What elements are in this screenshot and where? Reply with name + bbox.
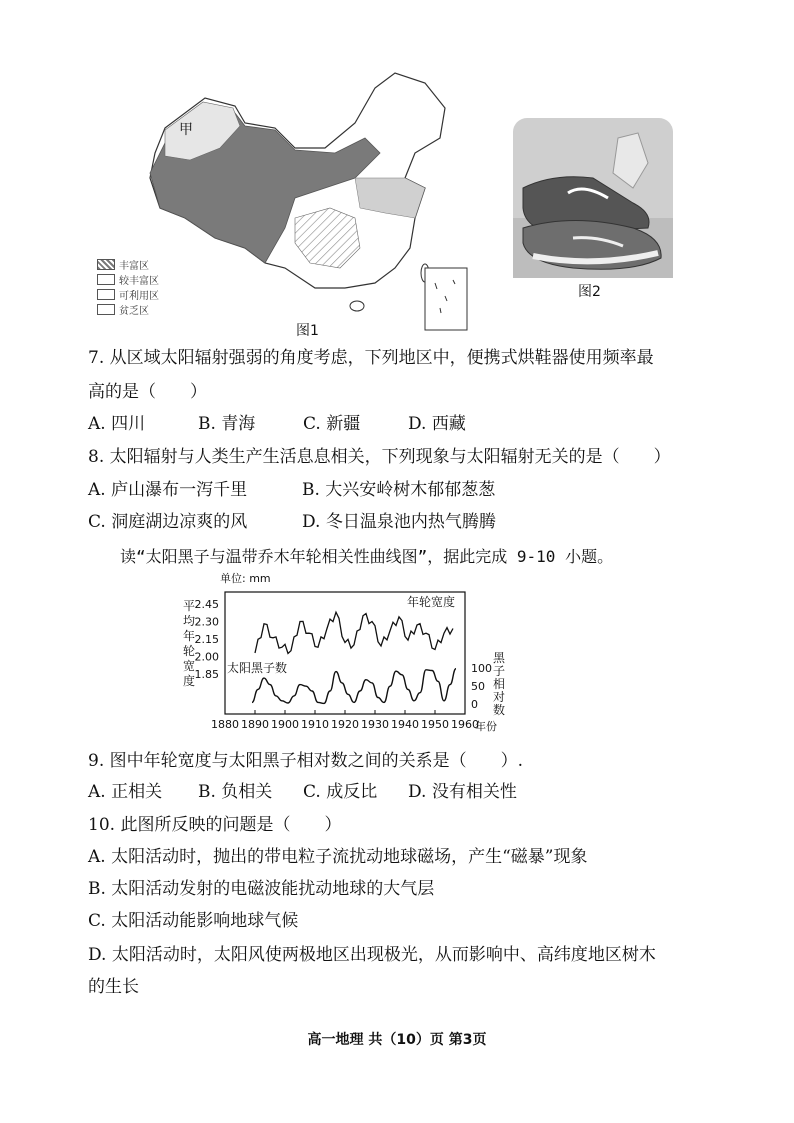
series-label-sunspot: 太阳黑子数 bbox=[227, 661, 288, 675]
q7-option-d[interactable]: D. 西藏 bbox=[408, 414, 466, 434]
q8-option-a[interactable]: A. 庐山瀑布一泻千里 bbox=[88, 480, 248, 500]
q9-option-c[interactable]: C. 成反比 bbox=[303, 782, 378, 802]
q8-option-b[interactable]: B. 大兴安岭树木郁郁葱葱 bbox=[302, 480, 496, 500]
right-axis-label-char: 对 bbox=[493, 690, 506, 704]
left-axis-label-char: 均 bbox=[183, 614, 196, 628]
left-tick-label: 2.45 bbox=[194, 598, 219, 611]
x-tick-label: 1940 bbox=[391, 718, 419, 731]
q7-option-a[interactable]: A. 四川 bbox=[88, 414, 146, 434]
figure2-caption: 图2 bbox=[578, 284, 601, 300]
q7-stem-line2: 高的是（ ） bbox=[88, 382, 207, 402]
q8-option-c[interactable]: C. 洞庭湖边凉爽的风 bbox=[88, 512, 248, 532]
q8-option-d[interactable]: D. 冬日温泉池内热气腾腾 bbox=[302, 512, 496, 532]
right-axis-label-char: 子 bbox=[493, 664, 506, 678]
q10-option-d-continued: 的生长 bbox=[88, 977, 139, 997]
legend-swatch bbox=[97, 304, 115, 315]
sunspot-tree-ring-chart bbox=[175, 570, 515, 735]
q10-option-a[interactable]: A. 太阳活动时，抛出的带电粒子流扰动地球磁场，产生“磁暴”现象 bbox=[88, 847, 588, 867]
left-axis-label-char: 年 bbox=[183, 629, 196, 643]
right-tick-label: 100 bbox=[471, 662, 492, 675]
x-tick-label: 1900 bbox=[271, 718, 299, 731]
left-tick-label: 1.85 bbox=[194, 668, 219, 681]
q10-option-d[interactable]: D. 太阳活动时，太阳风使两极地区出现极光，从而影响中、高纬度地区树木 bbox=[88, 945, 656, 965]
q7-option-c[interactable]: C. 新疆 bbox=[303, 414, 361, 434]
q7-stem-line1: 7. 从区域太阳辐射强弱的角度考虑，下列地区中，便携式烘鞋器使用频率最 bbox=[88, 348, 654, 368]
hainan-island bbox=[350, 301, 364, 311]
chart-plot-frame bbox=[225, 592, 465, 714]
right-axis-label-char: 黑 bbox=[493, 651, 506, 665]
q9-option-a[interactable]: A. 正相关 bbox=[88, 782, 163, 802]
x-axis-unit: 年份 bbox=[475, 720, 497, 733]
map-legend bbox=[97, 257, 159, 317]
series-label-tree-ring: 年轮宽度 bbox=[407, 595, 456, 609]
right-tick-label: 50 bbox=[471, 680, 485, 693]
legend-item-fairly-rich bbox=[97, 272, 159, 287]
left-axis-label-char: 轮 bbox=[183, 644, 196, 658]
x-tick-label: 1880 bbox=[211, 718, 239, 731]
left-axis-label-char: 平 bbox=[183, 599, 196, 613]
x-tick-label: 1920 bbox=[331, 718, 359, 731]
legend-item-usable bbox=[97, 287, 159, 302]
legend-label: 贫乏区 bbox=[119, 306, 149, 317]
legend-item-rich bbox=[97, 257, 159, 272]
legend-swatch-rich bbox=[97, 259, 115, 270]
series-line-tree-ring bbox=[255, 612, 453, 653]
right-axis-label bbox=[493, 651, 506, 717]
shoes-photo bbox=[513, 118, 673, 278]
region-jia-label: 甲 bbox=[179, 122, 193, 138]
x-tick-label: 1950 bbox=[421, 718, 449, 731]
figure1-caption: 图1 bbox=[296, 323, 319, 339]
q10-stem: 10. 此图所反映的问题是（ ） bbox=[88, 815, 342, 835]
q9-option-d[interactable]: D. 没有相关性 bbox=[408, 782, 517, 802]
left-tick-label: 2.15 bbox=[194, 633, 219, 646]
x-tick-label: 1890 bbox=[241, 718, 269, 731]
legend-swatch bbox=[97, 289, 115, 300]
legend-label: 可利用区 bbox=[119, 291, 159, 302]
left-tick-label: 2.30 bbox=[194, 615, 219, 629]
legend-label: 较丰富区 bbox=[119, 276, 159, 287]
left-axis-label bbox=[183, 599, 195, 688]
right-axis-label-char: 相 bbox=[493, 677, 506, 691]
x-tick-label: 1910 bbox=[301, 718, 329, 731]
legend-swatch bbox=[97, 274, 115, 285]
legend-label: 丰富区 bbox=[119, 261, 149, 272]
right-axis-label-char: 数 bbox=[493, 703, 506, 717]
q8-stem: 8. 太阳辐射与人类生产生活息息相关，下列现象与太阳辐射无关的是（ ） bbox=[88, 447, 671, 467]
q10-option-b[interactable]: B. 太阳活动发射的电磁波能扰动地球的大气层 bbox=[88, 879, 435, 899]
page-footer: 高一地理 共（10）页 第3页 bbox=[307, 1032, 487, 1048]
x-tick-label: 1930 bbox=[361, 718, 389, 731]
legend-item-poor bbox=[97, 302, 159, 317]
x-tick-label: 1960 bbox=[451, 718, 479, 731]
q10-option-c[interactable]: C. 太阳活动能影响地球气候 bbox=[88, 911, 299, 931]
left-axis-label-char: 宽 bbox=[183, 659, 196, 673]
chart-unit-label: 单位: mm bbox=[220, 572, 271, 585]
left-tick-label: 2.00 bbox=[194, 650, 219, 664]
q7-option-b[interactable]: B. 青海 bbox=[198, 414, 256, 434]
q9-option-b[interactable]: B. 负相关 bbox=[198, 782, 273, 802]
q9-stem: 9. 图中年轮宽度与太阳黑子相对数之间的关系是（ ）. bbox=[88, 751, 524, 771]
left-axis-label-char: 度 bbox=[183, 674, 196, 688]
right-tick-label: 0 bbox=[471, 698, 478, 711]
chart-intro: 读“太阳黑子与温带乔木年轮相关性曲线图”，据此完成 9-10 小题。 bbox=[120, 547, 614, 566]
